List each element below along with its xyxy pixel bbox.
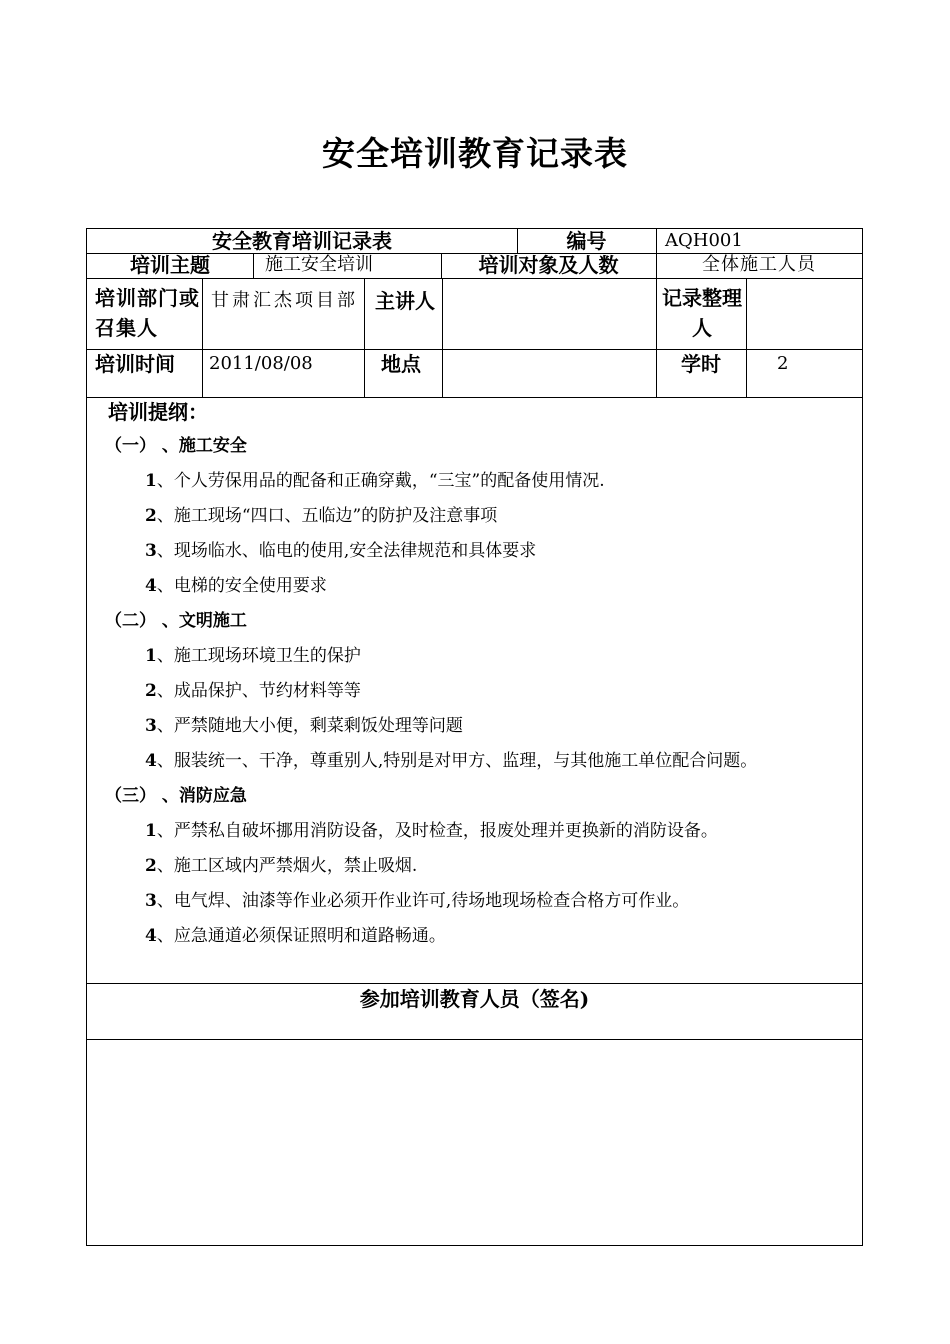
- speaker-label: 主讲人: [375, 289, 435, 313]
- training-outline: [87, 397, 862, 983]
- outline-item: 2、成品保护、节约材料等等: [145, 681, 361, 701]
- outline-item: 4、服装统一、干净，尊重别人,特别是对甲方、监理，与其他施工单位配合问题。: [145, 751, 758, 771]
- hours-value: 2: [777, 353, 789, 374]
- outline-item: 3、现场临水、临电的使用,安全法律规范和具体要求: [145, 541, 537, 561]
- audience-value: 全体施工人员: [702, 254, 816, 275]
- outline-item: 1、严禁私自破坏挪用消防设备，及时检查，报废处理并更换新的消防设备。: [145, 821, 718, 841]
- document-title: 安全培训教育记录表: [322, 134, 628, 173]
- number-label: 编号: [566, 229, 607, 253]
- outline-item: 1、施工现场环境卫生的保护: [145, 646, 361, 666]
- topic-label: 培训主题: [130, 253, 210, 277]
- outline-item: 2、施工现场“四口、五临边”的防护及注意事项: [145, 506, 498, 526]
- outline-item: 4、电梯的安全使用要求: [145, 576, 327, 596]
- number-value: AQH001: [665, 230, 743, 251]
- outline-item: 2、施工区域内严禁烟火，禁止吸烟.: [145, 856, 418, 876]
- col-divider: [656, 229, 657, 253]
- outline-section-title: （一） 、施工安全: [105, 436, 247, 456]
- topic-value: 施工安全培训: [265, 254, 373, 275]
- outline-item: 3、严禁随地大小便，剩菜剩饭处理等问题: [145, 716, 463, 736]
- time-value: 2011/08/08: [209, 353, 313, 374]
- outline-item: 3、电气焊、油漆等作业必须开作业许可,待场地现场检查合格方可作业。: [145, 891, 690, 911]
- recorder-label: 记录整理人: [662, 286, 742, 340]
- department-label: 培训部门或召集人: [95, 286, 200, 340]
- col-divider: [202, 278, 203, 397]
- time-label: 培训时间: [95, 352, 175, 376]
- col-divider: [746, 278, 747, 397]
- row-divider: [87, 983, 862, 984]
- col-divider: [364, 278, 365, 397]
- audience-label: 培训对象及人数: [478, 253, 619, 277]
- place-label: 地点: [381, 352, 421, 376]
- department-value: 甘肃汇杰项目部: [211, 290, 358, 311]
- outline-item: 4、应急通道必须保证照明和道路畅通。: [145, 926, 446, 946]
- outline-item: 1、个人劳保用品的配备和正确穿戴，“三宝”的配备使用情况.: [145, 471, 605, 491]
- training-record-table: [86, 228, 863, 1246]
- hours-label: 学时: [681, 352, 721, 376]
- signature-area: [87, 1040, 862, 1245]
- col-divider: [253, 253, 254, 278]
- place-value: [451, 349, 651, 379]
- form-title: 安全教育培训记录表: [212, 229, 392, 253]
- outline-section-title: （二） 、文明施工: [105, 611, 247, 631]
- col-divider: [442, 278, 443, 397]
- participants-heading: 参加培训教育人员（签名): [359, 987, 590, 1011]
- outline-section-title: （三） 、消防应急: [105, 786, 247, 806]
- outline-heading: 培训提纲：: [108, 400, 208, 424]
- col-divider: [656, 278, 657, 397]
